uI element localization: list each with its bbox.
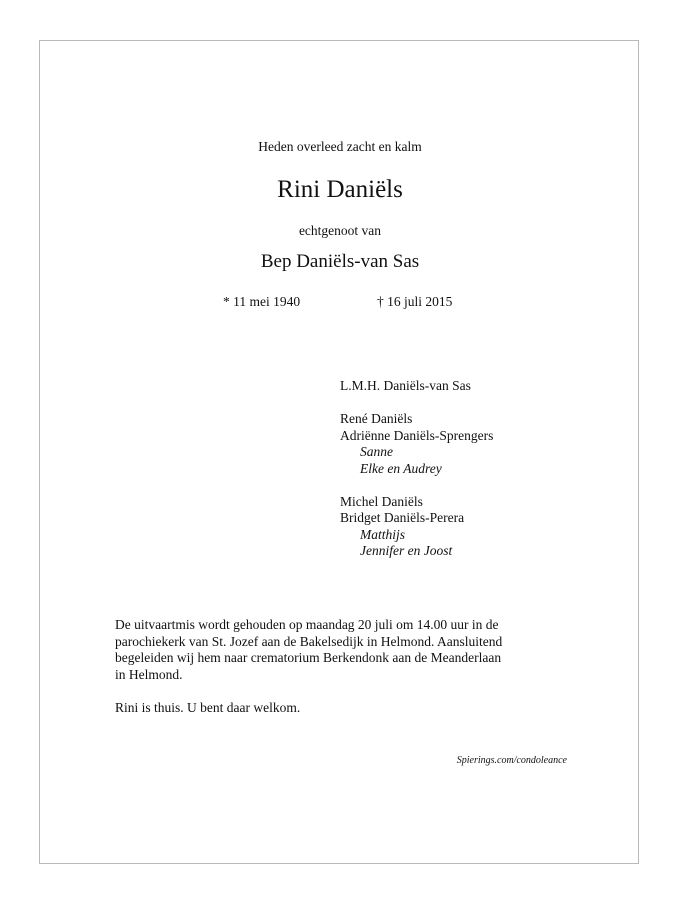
family-group — [340, 494, 493, 560]
grandchild-name: Elke en Audrey — [360, 460, 442, 476]
family-member: Bridget Daniëls-Perera — [340, 510, 465, 525]
family-member: Michel Daniëls — [340, 493, 423, 509]
death-date: † 16 juli 2015 — [377, 294, 453, 309]
funeral-details: De uitvaartmis wordt gehouden op maandag 20 juli om 14.00 uur in de parochiekerk van St. Jozef aan de Bakelsedijk in Helmond. Aansluitend begeleiden wij hem naar crematorium Berkendonk aan de Meanderlaan in Helmond. — [115, 617, 503, 682]
spouse-name: Bep Daniëls-van Sas — [260, 251, 420, 272]
family-list — [340, 378, 493, 560]
memorial-card — [39, 40, 639, 864]
family-member: Adriënne Daniëls-Sprengers — [340, 427, 494, 443]
intro-text: Heden overleed zacht en kalm — [258, 139, 422, 154]
condolence-website: Spierings.com/condoleance — [456, 755, 567, 766]
welcome-text: Rini is thuis. U bent daar welkom. — [115, 699, 301, 715]
grandchild-name: Matthijs — [360, 526, 406, 542]
birth-date: * 11 mei 1940 — [223, 294, 301, 309]
family-group — [340, 411, 493, 477]
grandchild-name: Sanne — [360, 444, 393, 459]
family-member: René Daniëls — [340, 411, 413, 426]
family-group — [340, 378, 493, 395]
deceased-name: Rini Daniëls — [277, 176, 403, 203]
grandchild-name: Jennifer en Joost — [360, 543, 453, 558]
family-member: L.M.H. Daniëls-van Sas — [340, 378, 471, 393]
funeral-announcement — [115, 617, 575, 716]
relation-text: echtgenoot van — [298, 223, 382, 238]
